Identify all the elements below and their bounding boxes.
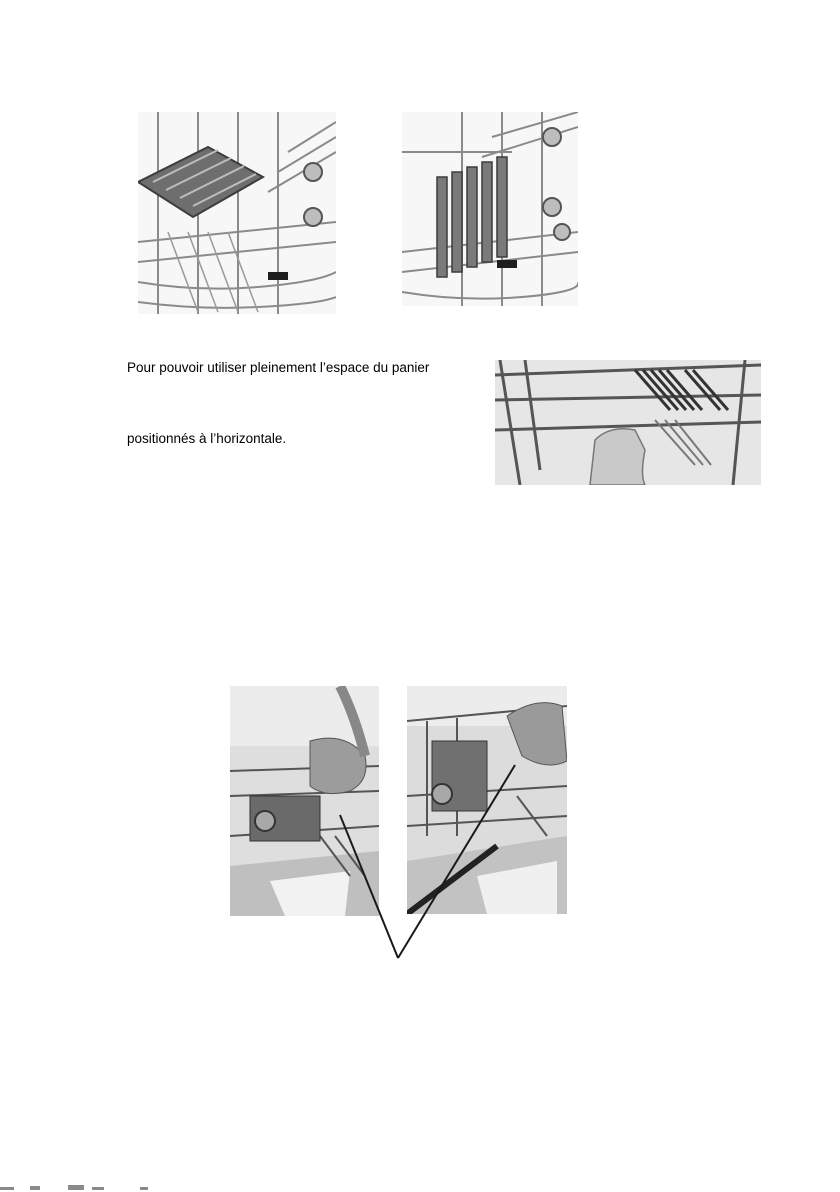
height-adjust-lever-left-icon: [230, 686, 379, 916]
footer-scan-mark: [0, 1181, 160, 1192]
folding-tines-photo: [495, 360, 761, 485]
rack-insert-raised-figure: [138, 112, 336, 314]
folding-tines-hand-icon: [495, 360, 761, 485]
rack-insert-lowered-figure: [402, 112, 578, 306]
lever-photo-right: [407, 686, 567, 914]
instruction-line-2: positionnés à l’horizontale.: [127, 431, 287, 446]
lever-photo-left: [230, 686, 379, 916]
instruction-line-1: Pour pouvoir utiliser pleinement l’espace du panier: [127, 360, 430, 375]
rack-folding-insert-raised-icon: [138, 112, 336, 314]
rack-folding-insert-lowered-icon: [402, 112, 578, 306]
height-adjust-lever-right-icon: [407, 686, 567, 914]
